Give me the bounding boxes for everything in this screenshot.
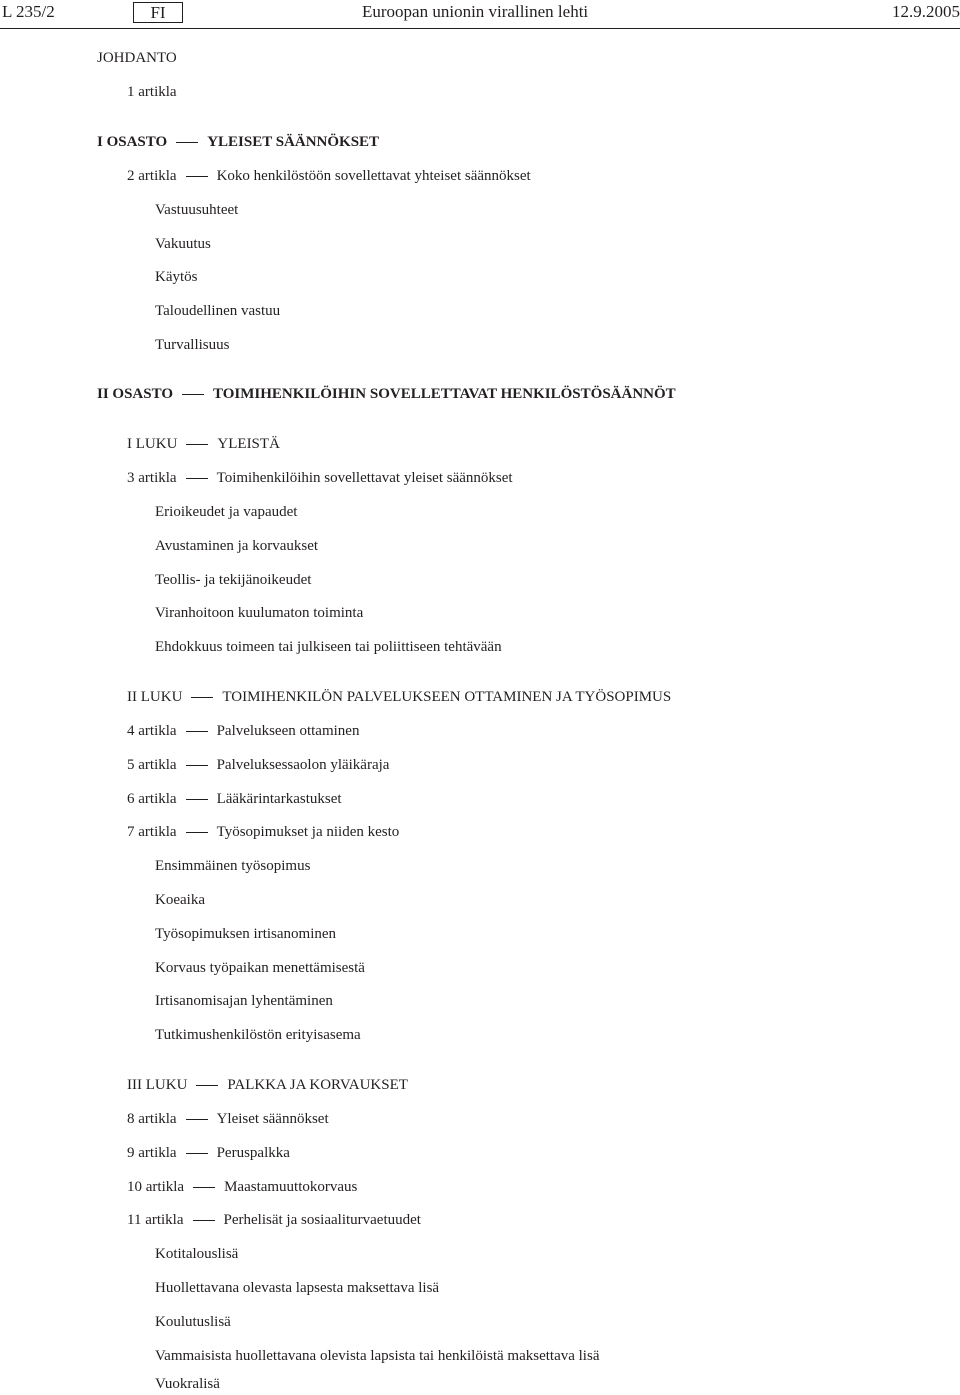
dash-separator bbox=[186, 731, 208, 732]
toc-subheading: Työsopimuksen irtisanominen bbox=[155, 926, 337, 942]
dash-separator bbox=[191, 697, 213, 698]
dash-separator bbox=[186, 832, 208, 833]
article-title: Perhelisät ja sosiaaliturvaetuudet bbox=[223, 1212, 421, 1228]
toc-title-1 bbox=[97, 133, 379, 151]
toc-subheading: Irtisanomisajan lyhentäminen bbox=[155, 993, 333, 1009]
toc-subheading: Ensimmäinen työsopimus bbox=[155, 858, 311, 874]
journal-reference: L 235/2 bbox=[2, 2, 55, 21]
toc-subheading: Vammaisista huollettavana olevista lapsista tai henkilöistä maksettava lisä bbox=[155, 1348, 600, 1364]
dash-separator bbox=[186, 799, 208, 800]
toc-article-1: 1 artikla bbox=[127, 84, 177, 100]
title-label: II OSASTO bbox=[97, 386, 174, 402]
toc-chapter-3 bbox=[127, 1076, 408, 1094]
article-title: Peruspalkka bbox=[216, 1145, 290, 1161]
toc-subheading: Kotitalouslisä bbox=[155, 1246, 239, 1262]
page-header bbox=[0, 0, 960, 29]
toc-article-11 bbox=[127, 1211, 421, 1229]
article-label: 9 artikla bbox=[127, 1145, 177, 1161]
toc-article-6 bbox=[127, 790, 342, 808]
article-title: Työsopimukset ja niiden kesto bbox=[216, 824, 400, 840]
toc-subheading: Erioikeudet ja vapaudet bbox=[155, 504, 298, 520]
dash-separator bbox=[186, 478, 208, 479]
article-label: 8 artikla bbox=[127, 1111, 177, 1127]
toc-subheading: Teollis- ja tekijänoikeudet bbox=[155, 572, 312, 588]
toc-subheading: Vastuusuhteet bbox=[155, 202, 239, 218]
dash-separator bbox=[193, 1187, 215, 1188]
dash-separator bbox=[186, 176, 208, 177]
article-label: 3 artikla bbox=[127, 470, 177, 486]
dash-separator bbox=[182, 394, 204, 395]
title-heading: TOIMIHENKILÖIHIN SOVELLETTAVAT HENKILÖSTÖSÄÄNNÖT bbox=[213, 386, 676, 402]
dash-separator bbox=[193, 1220, 215, 1221]
article-label: 6 artikla bbox=[127, 791, 177, 807]
toc-article-10 bbox=[127, 1178, 357, 1196]
toc-subheading: Vuokralisä bbox=[155, 1376, 220, 1392]
article-title: Maastamuuttokorvaus bbox=[224, 1179, 358, 1195]
title-label: I OSASTO bbox=[97, 134, 168, 150]
article-label: 11 artikla bbox=[127, 1212, 184, 1228]
toc-subheading: Ehdokkuus toimeen tai julkiseen tai poliittiseen tehtävään bbox=[155, 639, 502, 655]
chapter-title: YLEISTÄ bbox=[217, 436, 280, 452]
toc-johdanto: JOHDANTO bbox=[97, 50, 177, 66]
toc-article-9 bbox=[127, 1144, 290, 1162]
dash-separator bbox=[186, 444, 208, 445]
toc-subheading: Koeaika bbox=[155, 892, 205, 908]
article-label: 10 artikla bbox=[127, 1179, 185, 1195]
dash-separator bbox=[186, 1119, 208, 1120]
title-heading: YLEISET SÄÄNNÖKSET bbox=[207, 134, 380, 150]
article-title: Palvelukseen ottaminen bbox=[216, 723, 360, 739]
article-title: Lääkärintarkastukset bbox=[216, 791, 342, 807]
toc-subheading: Viranhoitoon kuulumaton toiminta bbox=[155, 605, 364, 621]
article-label: 4 artikla bbox=[127, 723, 177, 739]
toc-subheading: Korvaus työpaikan menettämisestä bbox=[155, 960, 365, 976]
toc-article-8 bbox=[127, 1110, 329, 1128]
chapter-title: PALKKA JA KORVAUKSET bbox=[227, 1077, 408, 1093]
article-title: Yleiset säännökset bbox=[216, 1111, 329, 1127]
article-label: 5 artikla bbox=[127, 757, 177, 773]
toc-title-2 bbox=[97, 385, 676, 403]
toc-chapter-1 bbox=[127, 435, 280, 453]
toc-article-4 bbox=[127, 722, 359, 740]
article-label: 2 artikla bbox=[127, 168, 177, 184]
language-badge: FI bbox=[133, 2, 183, 23]
toc-subheading: Koulutuslisä bbox=[155, 1314, 231, 1330]
chapter-label: II LUKU bbox=[127, 689, 183, 705]
toc-chapter-2 bbox=[127, 688, 671, 706]
toc-subheading: Avustaminen ja korvaukset bbox=[155, 538, 319, 554]
article-title: Koko henkilöstöön sovellettavat yhteiset säännökset bbox=[216, 168, 531, 184]
dash-separator bbox=[176, 142, 198, 143]
dash-separator bbox=[186, 1153, 208, 1154]
article-title: Toimihenkilöihin sovellettavat yleiset säännökset bbox=[216, 470, 513, 486]
toc-article-7 bbox=[127, 823, 399, 841]
toc-article-3 bbox=[127, 469, 513, 487]
chapter-title: TOIMIHENKILÖN PALVELUKSEEN OTTAMINEN JA TYÖSOPIMUS bbox=[222, 689, 672, 705]
toc-article-5 bbox=[127, 756, 389, 774]
chapter-label: III LUKU bbox=[127, 1077, 188, 1093]
toc-article-2 bbox=[127, 167, 531, 185]
publication-date: 12.9.2005 bbox=[892, 2, 960, 21]
toc-subheading: Vakuutus bbox=[155, 236, 211, 252]
journal-title: Euroopan unionin virallinen lehti bbox=[362, 2, 589, 21]
toc-subheading: Käytös bbox=[155, 269, 198, 285]
chapter-label: I LUKU bbox=[127, 436, 178, 452]
toc-subheading: Turvallisuus bbox=[155, 337, 230, 353]
toc-subheading: Taloudellinen vastuu bbox=[155, 303, 281, 319]
dash-separator bbox=[186, 765, 208, 766]
article-label: 7 artikla bbox=[127, 824, 177, 840]
toc-subheading: Huollettavana olevasta lapsesta maksettava lisä bbox=[155, 1280, 440, 1296]
article-title: Palveluksessaolon yläikäraja bbox=[216, 757, 390, 773]
dash-separator bbox=[196, 1085, 218, 1086]
toc-subheading: Tutkimushenkilöstön erityisasema bbox=[155, 1027, 361, 1043]
